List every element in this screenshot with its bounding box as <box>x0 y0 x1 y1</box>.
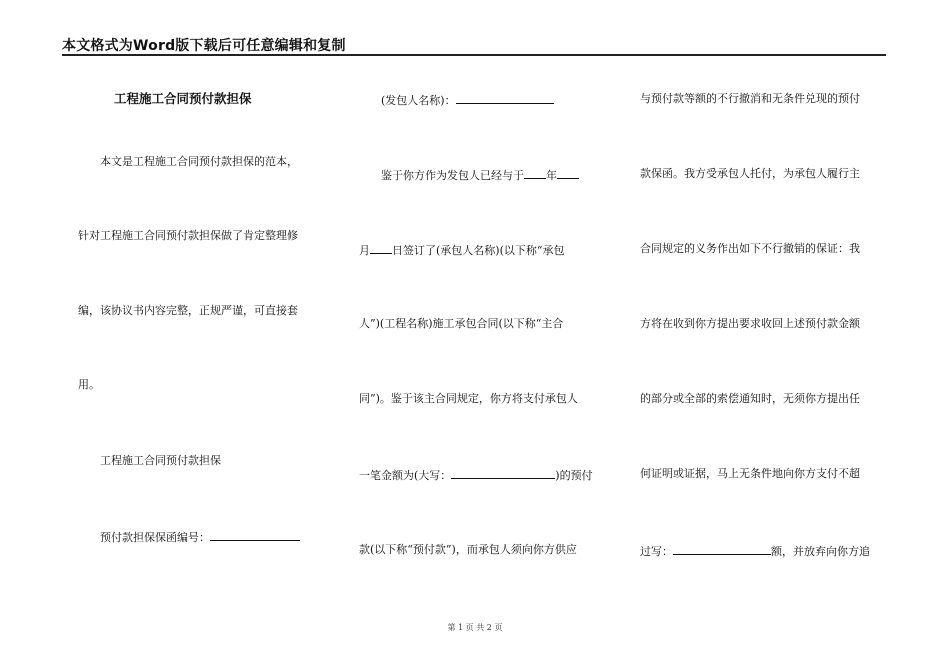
year-label: 年 <box>546 169 557 182</box>
intro-line-1: 本文是工程施工合同预付款担保的范本， <box>100 155 298 168</box>
guarantee-line-1: 与预付款等额的不行撤消和无条件兑现的预付 <box>640 92 860 105</box>
page-header <box>62 33 886 56</box>
intro-line-3: 编，该协议书内容完整，正规严谨，可直接套 <box>78 304 298 317</box>
guarantee-line-3: 合同规定的义务作出如下不行撤销的保证：我 <box>640 242 860 255</box>
contract-date-row-1 <box>381 167 579 183</box>
page-number: 第 1 页 共 2 页 <box>447 623 503 632</box>
month-label: 月 <box>359 244 370 257</box>
amount-suffix: )的预付 <box>555 469 593 482</box>
contract-sign-text: 日签订了(承包人名称)(以下称“承包 <box>392 244 565 257</box>
column-middle <box>359 92 614 572</box>
day-blank[interactable] <box>370 242 392 254</box>
intro-line-2: 针对工程施工合同预付款担保做了肯定整理修 <box>78 229 298 242</box>
contract-date-row-2 <box>359 242 565 258</box>
guarantee-line-4: 方将在收到你方提出要求收回上述预付款金额 <box>640 317 860 330</box>
contract-line-4: 人”)(工程名称)施工承包合同(以下称“主合 <box>359 317 564 330</box>
guarantee-line-2: 款保函。我方受承包人托付，为承包人履行主 <box>640 167 860 180</box>
year-blank[interactable] <box>524 167 546 179</box>
employer-name-row <box>381 92 554 108</box>
contract-line-5: 同”)。鉴于该主合同规定，你方将支付承包人 <box>359 392 578 405</box>
guarantee-amount-suffix: 额，并放弃向你方追 <box>771 545 870 558</box>
header-text: 本文格式为Word版下载后可任意编辑和复制 <box>62 38 346 54</box>
column-left <box>78 92 328 572</box>
guarantee-line-5: 的部分或全部的索偿通知时，无须你方提出任 <box>640 392 860 405</box>
guarantee-line-6: 何证明或证据，马上无条件地向你方支付不超 <box>640 467 860 480</box>
month-blank[interactable] <box>557 167 579 179</box>
contract-line-7: 款(以下称“预付款”)，而承包人须向你方供应 <box>359 543 577 556</box>
contract-intro-text: 鉴于你方作为发包人已经与于 <box>381 169 524 182</box>
employer-name-blank[interactable] <box>456 92 554 104</box>
document-title: 工程施工合同预付款担保 <box>114 91 252 106</box>
guarantee-amount-label: 过写： <box>640 545 673 558</box>
amount-row <box>359 467 593 483</box>
guarantee-amount-row <box>640 543 870 559</box>
intro-line-4: 用。 <box>78 378 100 391</box>
column-right <box>640 92 890 572</box>
letter-number-row <box>100 529 300 545</box>
letter-number-label: 预付款担保保函编号： <box>100 531 210 544</box>
letter-number-blank[interactable] <box>210 529 300 541</box>
guarantee-amount-blank[interactable] <box>673 543 771 555</box>
amount-blank[interactable] <box>451 467 555 479</box>
section-subtitle: 工程施工合同预付款担保 <box>100 454 221 467</box>
employer-name-label: (发包人名称)： <box>381 94 456 107</box>
amount-label: 一笔金额为(大写： <box>359 469 452 482</box>
